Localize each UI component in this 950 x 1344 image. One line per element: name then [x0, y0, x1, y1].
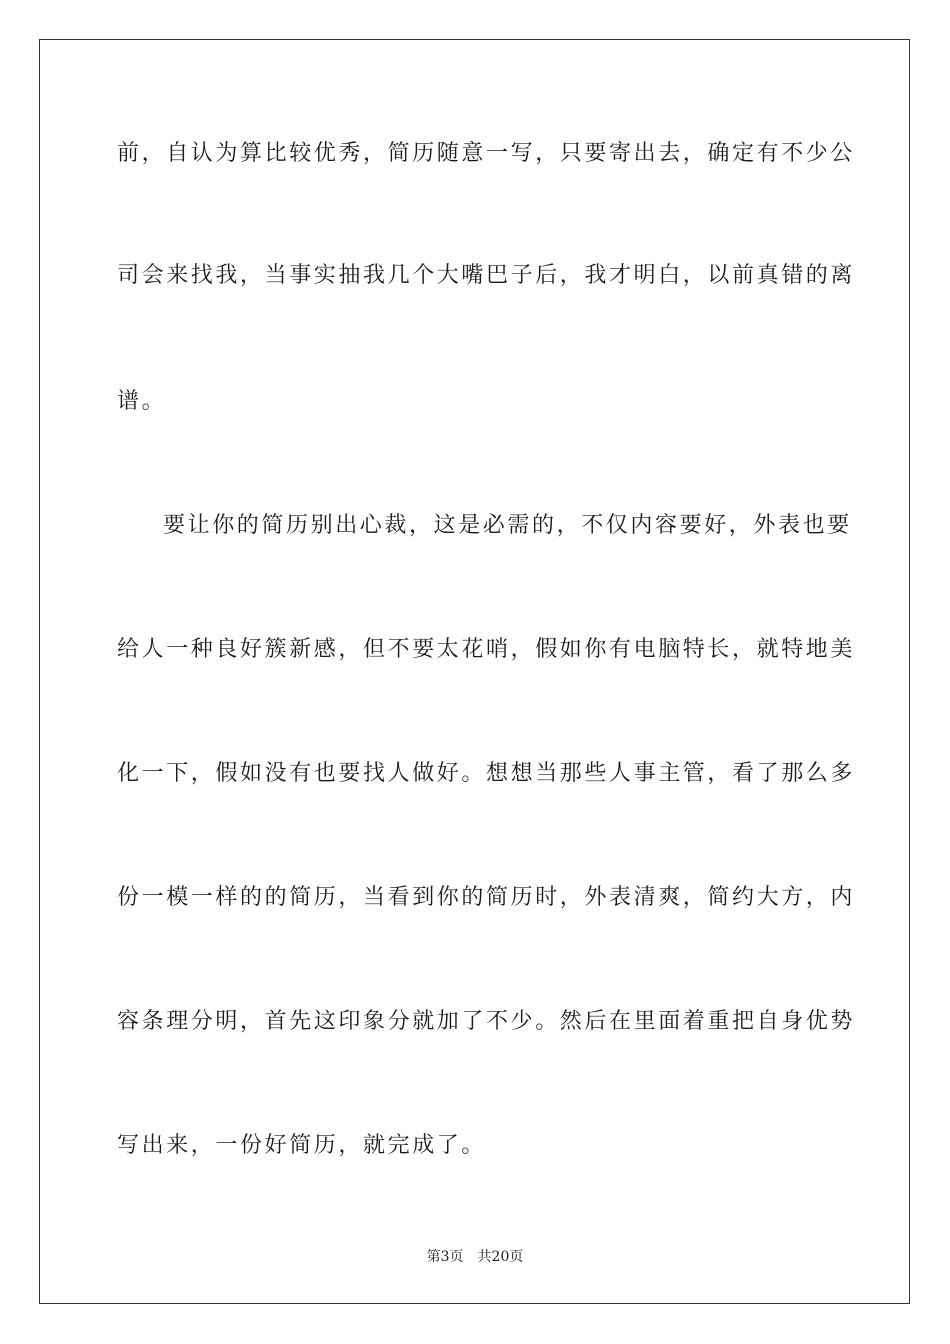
text-line-8: 容条理分明，首先这印象分就加了不少。然后在里面着重把自身优势	[117, 1009, 856, 1034]
text-line-6: 化一下，假如没有也要找人做好。想想当那些人事主管，看了那么多	[117, 761, 856, 786]
page-border	[39, 39, 910, 1304]
text-line-3: 谱。	[117, 389, 167, 414]
text-line-9: 写出来，一份好简历，就完成了。	[117, 1133, 487, 1158]
text-line-1: 前，自认为算比较优秀，简历随意一写，只要寄出去，确定有不少公	[117, 141, 856, 166]
text-line-5: 给人一种良好簇新感，但不要太花哨，假如你有电脑特长，就特地美	[117, 637, 856, 662]
text-line-4: 要让你的简历别出心裁，这是必需的，不仅内容要好，外表也要	[163, 513, 852, 538]
page-footer	[0, 1248, 950, 1266]
page-total: 共20页	[477, 1249, 524, 1265]
page-number: 第3页	[426, 1249, 464, 1265]
text-line-7: 份一模一样的的简历，当看到你的简历时，外表清爽，简约大方，内	[117, 885, 856, 910]
text-line-2: 司会来找我，当事实抽我几个大嘴巴子后，我才明白，以前真错的离	[117, 263, 856, 288]
